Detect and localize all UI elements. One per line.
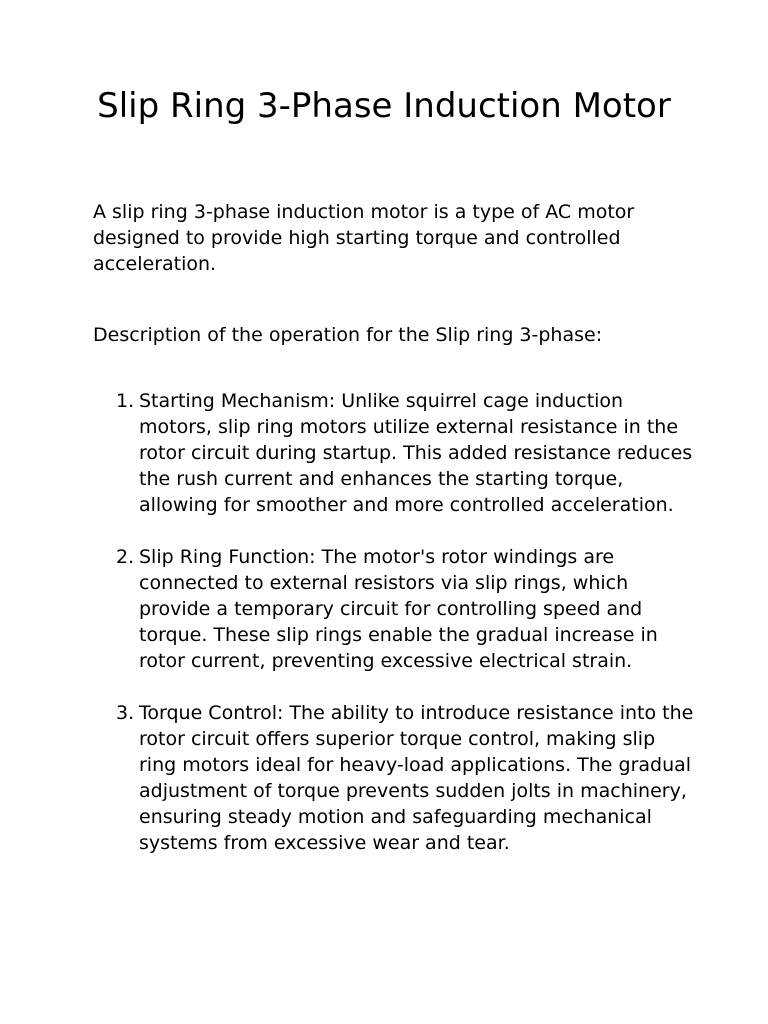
list-item-number: 2. (116, 546, 135, 568)
list-item-slip-ring-function (116, 544, 696, 674)
operation-steps-list (116, 388, 696, 882)
page-title: Slip Ring 3-Phase Induction Motor (97, 86, 671, 126)
list-item-text: Slip Ring Function: The motor's rotor windings are connected to external resistors via slip rings, which provide a temporary circuit for controlling speed and torque. These slip rings enable the gradual increase in rotor current, preventing excessive electrical strain. (139, 546, 658, 672)
list-item-starting-mechanism (116, 388, 696, 518)
list-item-number: 3. (116, 702, 135, 724)
intro-paragraph: A slip ring 3-phase induction motor is a type of AC motor designed to provide high starting torque and controlled acceleration. (93, 201, 635, 275)
list-item-text: Torque Control: The ability to introduce resistance into the rotor circuit offers superior torque control, making slip ring motors ideal for heavy-load applications. The gradual adjustment of torque prevents sudden jolts in machinery, ensuring steady motion and safeguarding mechanical systems from excessive wear and tear. (139, 702, 694, 854)
list-item-text: Starting Mechanism: Unlike squirrel cage induction motors, slip ring motors utilize external resistance in the rotor circuit during startup. This added resistance reduces the rush current and enhances the starting torque, allowing for smoother and more controlled acceleration. (139, 390, 693, 516)
list-item-torque-control (116, 700, 696, 856)
list-item-number: 1. (116, 390, 135, 412)
list-lead-in: Description of the operation for the Slip ring 3-phase: (93, 324, 603, 346)
